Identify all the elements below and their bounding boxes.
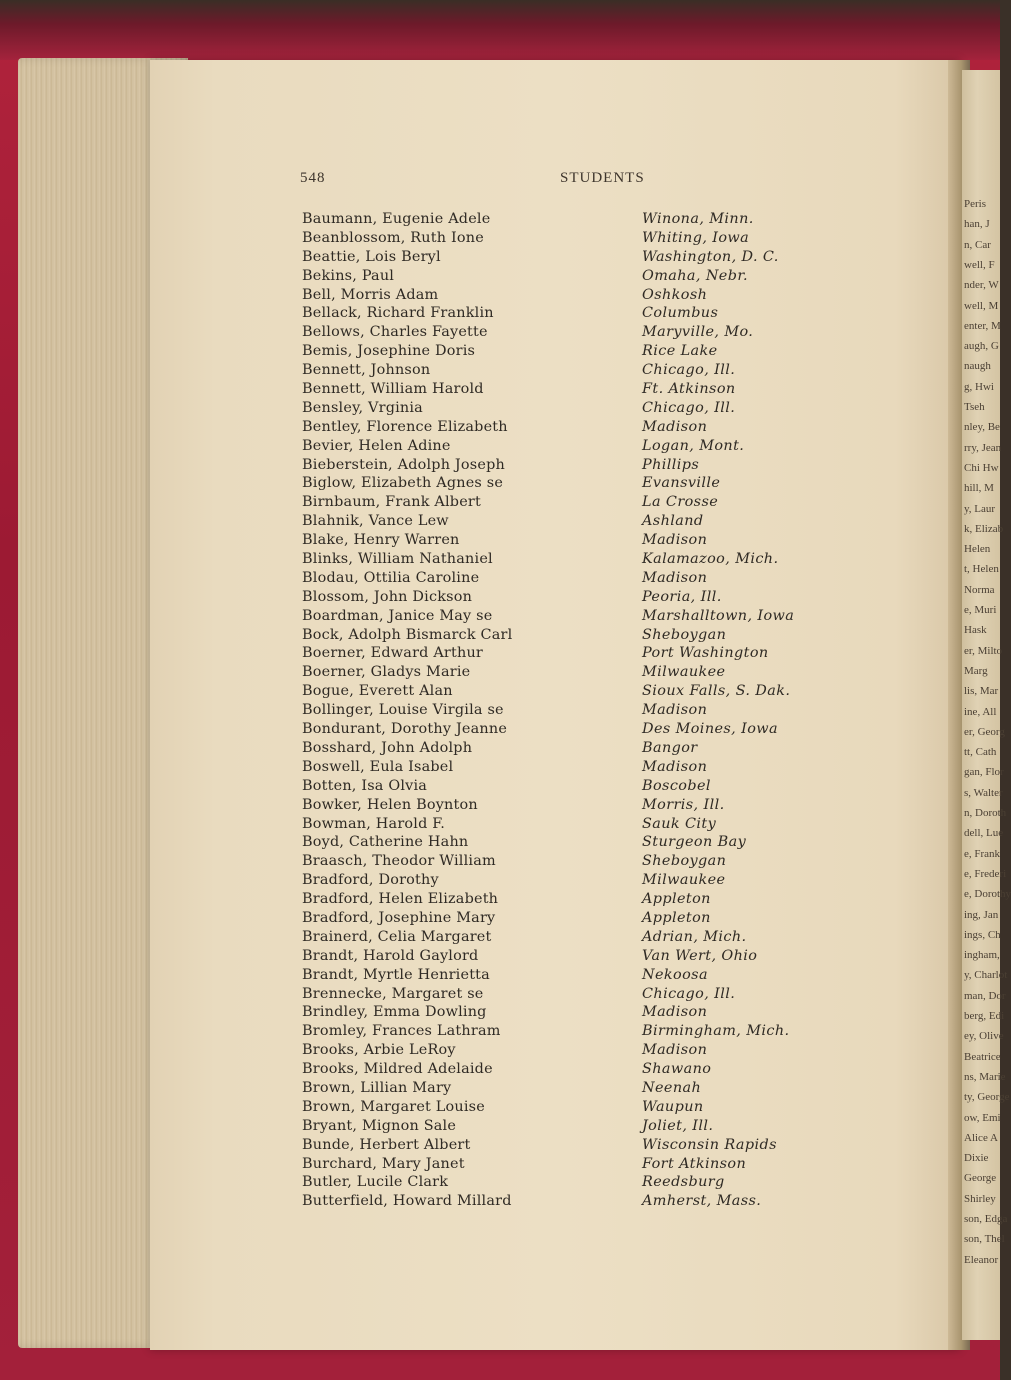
student-hometown: La Crosse — [642, 494, 719, 511]
facing-page-fragment: Dixie — [964, 1152, 989, 1165]
facing-page-fragment: e, Dorothy — [964, 888, 1011, 901]
student-name: Braasch, Theodor William — [302, 853, 496, 870]
facing-page-fragment: dell, Lue — [964, 827, 1004, 840]
student-name: Boardman, Janice May se — [302, 607, 493, 624]
list-item — [300, 399, 840, 418]
list-item — [300, 890, 840, 909]
student-name: Bogue, Everett Alan — [302, 683, 453, 700]
list-item — [300, 550, 840, 569]
student-hometown: Milwaukee — [642, 872, 726, 889]
facing-page-fragment: hill, M — [964, 482, 994, 495]
student-hometown: Marshalltown, Iowa — [642, 607, 795, 624]
list-item — [300, 229, 840, 248]
list-item — [300, 210, 840, 229]
student-hometown: Columbus — [642, 305, 719, 322]
facing-page-fragment: nder, W — [964, 279, 999, 292]
facing-page-fragment: k, Elizab — [964, 522, 1004, 535]
list-item — [300, 248, 840, 267]
facing-page-fragment: Hask — [964, 624, 987, 637]
list-item — [300, 928, 840, 947]
list-item — [300, 1060, 840, 1079]
list-item — [300, 985, 840, 1004]
student-name: Blinks, William Nathaniel — [302, 551, 493, 568]
list-item — [300, 663, 840, 682]
student-hometown: Sheboygan — [642, 853, 727, 870]
facing-page-fragment: Tseh — [964, 401, 985, 413]
student-name: Brooks, Mildred Adelaide — [302, 1061, 493, 1078]
page-title: STUDENTS — [560, 170, 645, 186]
student-hometown: Madison — [642, 1042, 708, 1059]
student-hometown: Sauk City — [642, 815, 717, 832]
student-name: Boyd, Catherine Hahn — [302, 834, 469, 851]
student-hometown: Adrian, Mich. — [642, 928, 747, 945]
list-item — [300, 531, 840, 550]
facing-page-fragment: Alice A — [964, 1131, 998, 1144]
student-hometown: Madison — [642, 569, 708, 586]
student-hometown: Chicago, Ill. — [642, 985, 736, 1002]
student-name: Brown, Margaret Louise — [302, 1098, 485, 1115]
facing-page-fragment: y, Charlot — [964, 969, 1008, 982]
facing-page-fragment: Helen — [964, 543, 991, 556]
facing-page-fragment: tt, Cath — [964, 746, 997, 759]
list-item — [300, 682, 840, 701]
student-name: Blossom, John Dickson — [302, 588, 473, 605]
student-list — [300, 210, 840, 1211]
student-name: Bevier, Helen Adine — [302, 437, 451, 454]
list-item — [300, 569, 840, 588]
list-item — [300, 493, 840, 512]
student-hometown: Chicago, Ill. — [642, 362, 736, 379]
student-name: Bromley, Frances Lathram — [302, 1023, 501, 1040]
facing-page-fragment: naugh — [964, 360, 991, 373]
student-hometown: Kalamazoo, Mich. — [642, 551, 779, 568]
list-item — [300, 286, 840, 305]
student-hometown: Fort Atkinson — [642, 1155, 747, 1172]
list-item — [300, 626, 840, 645]
student-name: Bellack, Richard Franklin — [302, 305, 494, 322]
page-number: 548 — [300, 170, 326, 186]
list-item — [300, 815, 840, 834]
student-hometown: Madison — [642, 758, 708, 775]
facing-page-fragment: enter, M — [964, 319, 1001, 332]
facing-page-fragment: nley, Be — [964, 421, 1000, 434]
list-item — [300, 1192, 840, 1211]
facing-page-fragment: er, Milto — [964, 644, 1003, 657]
list-item — [300, 1155, 840, 1174]
student-hometown: Maryville, Mo. — [642, 324, 754, 341]
list-item — [300, 1117, 840, 1136]
facing-page-fragment: e, Frederi — [964, 867, 1007, 880]
student-name: Bentley, Florence Elizabeth — [302, 418, 508, 435]
student-hometown: Madison — [642, 702, 708, 719]
student-hometown: Sioux Falls, S. Dak. — [642, 683, 791, 700]
facing-page-fragment: ns, Marie — [964, 1070, 1006, 1083]
facing-page-fragment: lis, Mar — [964, 685, 999, 698]
student-name: Bensley, Vrginia — [302, 399, 423, 416]
list-item — [300, 852, 840, 871]
list-item — [300, 777, 840, 796]
facing-page-fragment: ey, Olive — [964, 1030, 1004, 1043]
facing-page-edge — [962, 70, 1011, 1340]
student-hometown: Appleton — [642, 909, 711, 926]
list-item — [300, 1003, 840, 1022]
facing-page-fragment: e, Frank — [964, 847, 1001, 860]
student-name: Boswell, Eula Isabel — [302, 758, 454, 775]
student-name: Bradford, Josephine Mary — [302, 909, 496, 926]
facing-page-fragment: n, Car — [964, 238, 991, 251]
facing-page-fragment: berg, Edi — [964, 1010, 1005, 1022]
facing-page-fragment: Norma — [964, 583, 995, 596]
student-name: Butterfield, Howard Millard — [302, 1193, 512, 1210]
student-hometown: Neenah — [642, 1079, 702, 1096]
student-name: Biglow, Elizabeth Agnes se — [302, 475, 504, 492]
list-item — [300, 304, 840, 323]
student-hometown: Logan, Mont. — [642, 437, 745, 454]
list-item — [300, 966, 840, 985]
list-item — [300, 342, 840, 361]
list-item — [300, 739, 840, 758]
student-name: Bondurant, Dorothy Jeanne — [302, 721, 508, 738]
list-item — [300, 418, 840, 437]
facing-page-fragment: augh, G — [964, 340, 999, 353]
student-name: Brainerd, Celia Margaret — [302, 928, 492, 945]
student-hometown: Washington, D. C. — [642, 248, 779, 265]
facing-page-fragment: ow, Emi — [964, 1111, 1001, 1124]
facing-page-fragment: ty, George — [964, 1091, 1010, 1104]
list-item — [300, 1136, 840, 1155]
list-item — [300, 588, 840, 607]
facing-page-fragment: Chi Hw — [964, 461, 999, 474]
student-name: Burchard, Mary Janet — [302, 1155, 465, 1172]
facing-page-fragment: George — [964, 1172, 997, 1185]
student-name: Baumann, Eugenie Adele — [302, 211, 491, 227]
facing-page-fragment: Eleanor — [964, 1253, 999, 1266]
facing-page-fragment: ing, Jan — [964, 908, 999, 921]
facing-page-fragment: Beatrice — [964, 1050, 1001, 1063]
student-hometown: Port Washington — [642, 645, 769, 662]
student-name: Blodau, Ottilia Caroline — [302, 569, 480, 586]
student-hometown: Des Moines, Iowa — [642, 721, 778, 738]
list-item — [300, 701, 840, 720]
student-name: Bieberstein, Adolph Joseph — [302, 456, 505, 473]
student-name: Brooks, Arbie LeRoy — [302, 1042, 456, 1059]
list-item — [300, 1098, 840, 1117]
student-hometown: Whiting, Iowa — [642, 229, 750, 246]
student-name: Botten, Isa Olvia — [302, 777, 428, 794]
page-header — [300, 170, 860, 190]
student-name: Boerner, Edward Arthur — [302, 645, 484, 662]
list-item — [300, 644, 840, 663]
facing-page-fragment: s, Walter — [964, 786, 1003, 799]
student-name: Butler, Lucile Clark — [302, 1174, 449, 1191]
student-hometown: Bangor — [642, 739, 698, 756]
student-name: Beanblossom, Ruth Ione — [302, 229, 484, 246]
student-name: Bellows, Charles Fayette — [302, 324, 488, 341]
list-item — [300, 720, 840, 739]
student-name: Bradford, Dorothy — [302, 872, 439, 889]
student-name: Bemis, Josephine Doris — [302, 343, 476, 360]
list-item — [300, 909, 840, 928]
student-name: Bryant, Mignon Sale — [302, 1117, 457, 1134]
student-hometown: Evansville — [642, 475, 721, 492]
facing-page-fragment: ings, Ch — [964, 928, 1001, 941]
list-item — [300, 1041, 840, 1060]
student-hometown: Reedsburg — [642, 1174, 725, 1191]
student-hometown: Boscobel — [642, 777, 711, 794]
student-hometown: Phillips — [642, 456, 700, 473]
facing-page-fragment: ine, All — [964, 705, 997, 718]
list-item — [300, 323, 840, 342]
student-name: Birnbaum, Frank Albert — [302, 494, 481, 511]
student-name: Bell, Morris Adam — [302, 286, 439, 303]
list-item — [300, 1173, 840, 1192]
student-name: Brennecke, Margaret se — [302, 985, 484, 1002]
facing-page-fragment: gan, Flor — [964, 766, 1004, 779]
student-name: Bennett, William Harold — [302, 381, 484, 398]
list-item — [300, 758, 840, 777]
student-hometown: Peoria, Ill. — [642, 588, 722, 605]
list-item — [300, 833, 840, 852]
student-hometown: Winona, Minn. — [642, 211, 754, 227]
facing-page-fragment: y, Laur — [964, 502, 996, 515]
student-name: Bennett, Johnson — [302, 362, 431, 379]
facing-page-fragment: man, Dor — [964, 989, 1006, 1002]
student-name: Brandt, Myrtle Henrietta — [302, 966, 490, 983]
student-name: Beattie, Lois Beryl — [302, 248, 441, 265]
student-hometown: Madison — [642, 532, 708, 549]
list-item — [300, 1022, 840, 1041]
facing-page-fragment: well, F — [964, 258, 995, 271]
student-hometown: Milwaukee — [642, 664, 726, 681]
facing-page-fragment: ingham, — [964, 949, 1000, 962]
student-hometown: Birmingham, Mich. — [642, 1023, 790, 1040]
student-name: Bunde, Herbert Albert — [302, 1136, 471, 1153]
student-name: Bradford, Helen Elizabeth — [302, 891, 499, 908]
student-hometown: Appleton — [642, 891, 711, 908]
student-name: Bosshard, John Adolph — [302, 739, 473, 756]
student-name: Blahnik, Vance Lew — [302, 513, 449, 530]
facing-page-fragment: t, Helen — [964, 563, 999, 576]
student-hometown: Van Wert, Ohio — [642, 947, 758, 964]
student-hometown: Chicago, Ill. — [642, 399, 736, 416]
list-item — [300, 607, 840, 626]
student-hometown: Ashland — [642, 513, 704, 530]
student-hometown: Madison — [642, 1004, 708, 1021]
facing-page-fragment: Peris — [964, 198, 986, 210]
student-hometown: Morris, Ill. — [642, 796, 725, 813]
student-hometown: Sheboygan — [642, 626, 727, 643]
list-item — [300, 512, 840, 531]
list-item — [300, 871, 840, 890]
list-item — [300, 947, 840, 966]
list-item — [300, 361, 840, 380]
list-item — [300, 1079, 840, 1098]
facing-page-fragment: Marg — [964, 664, 988, 677]
student-hometown: Ft. Atkinson — [642, 381, 736, 398]
student-name: Bowman, Harold F. — [302, 815, 445, 832]
facing-page-fragment: n, Doroth — [964, 807, 1007, 819]
facing-page-fragment: e, Muri — [964, 604, 997, 616]
student-hometown: Amherst, Mass. — [642, 1193, 762, 1210]
list-item — [300, 267, 840, 286]
facing-page-fragment: han, J — [964, 218, 990, 231]
student-name: Bollinger, Louise Virgila se — [302, 702, 504, 719]
student-hometown: Waupun — [642, 1098, 704, 1115]
student-hometown: Wisconsin Rapids — [642, 1136, 777, 1153]
student-name: Bekins, Paul — [302, 267, 395, 284]
student-hometown: Nekoosa — [642, 966, 708, 983]
student-hometown: Oshkosh — [642, 286, 708, 303]
student-hometown: Madison — [642, 418, 708, 435]
facing-page-fragment: Shirley — [964, 1192, 996, 1205]
facing-page-fragment: son, Thel — [964, 1233, 1005, 1246]
student-name: Bock, Adolph Bismarck Carl — [302, 626, 513, 643]
student-name: Brown, Lillian Mary — [302, 1079, 452, 1096]
facing-page-fragment: g, Hwi — [964, 380, 994, 393]
student-hometown: Rice Lake — [642, 343, 718, 360]
student-hometown: Joliet, Ill. — [642, 1117, 714, 1134]
list-item — [300, 380, 840, 399]
student-hometown: Sturgeon Bay — [642, 834, 747, 851]
cover-top-edge — [0, 0, 1000, 60]
list-item — [300, 796, 840, 815]
student-name: Brandt, Harold Gaylord — [302, 947, 479, 964]
facing-page-fragment: well, M — [964, 299, 999, 312]
list-item — [300, 456, 840, 475]
facing-page-fragment: er, Georg — [964, 725, 1005, 738]
student-hometown: Omaha, Nebr. — [642, 267, 749, 284]
student-hometown: Shawano — [642, 1061, 712, 1078]
student-name: Bowker, Helen Boynton — [302, 796, 478, 813]
list-item — [300, 474, 840, 493]
student-name: Boerner, Gladys Marie — [302, 664, 471, 681]
facing-page-fragment: son, Edga — [964, 1213, 1008, 1225]
facing-page-fragment: rry, Jean — [964, 441, 1002, 454]
student-name: Brindley, Emma Dowling — [302, 1004, 487, 1021]
student-name: Blake, Henry Warren — [302, 532, 460, 549]
list-item — [300, 437, 840, 456]
